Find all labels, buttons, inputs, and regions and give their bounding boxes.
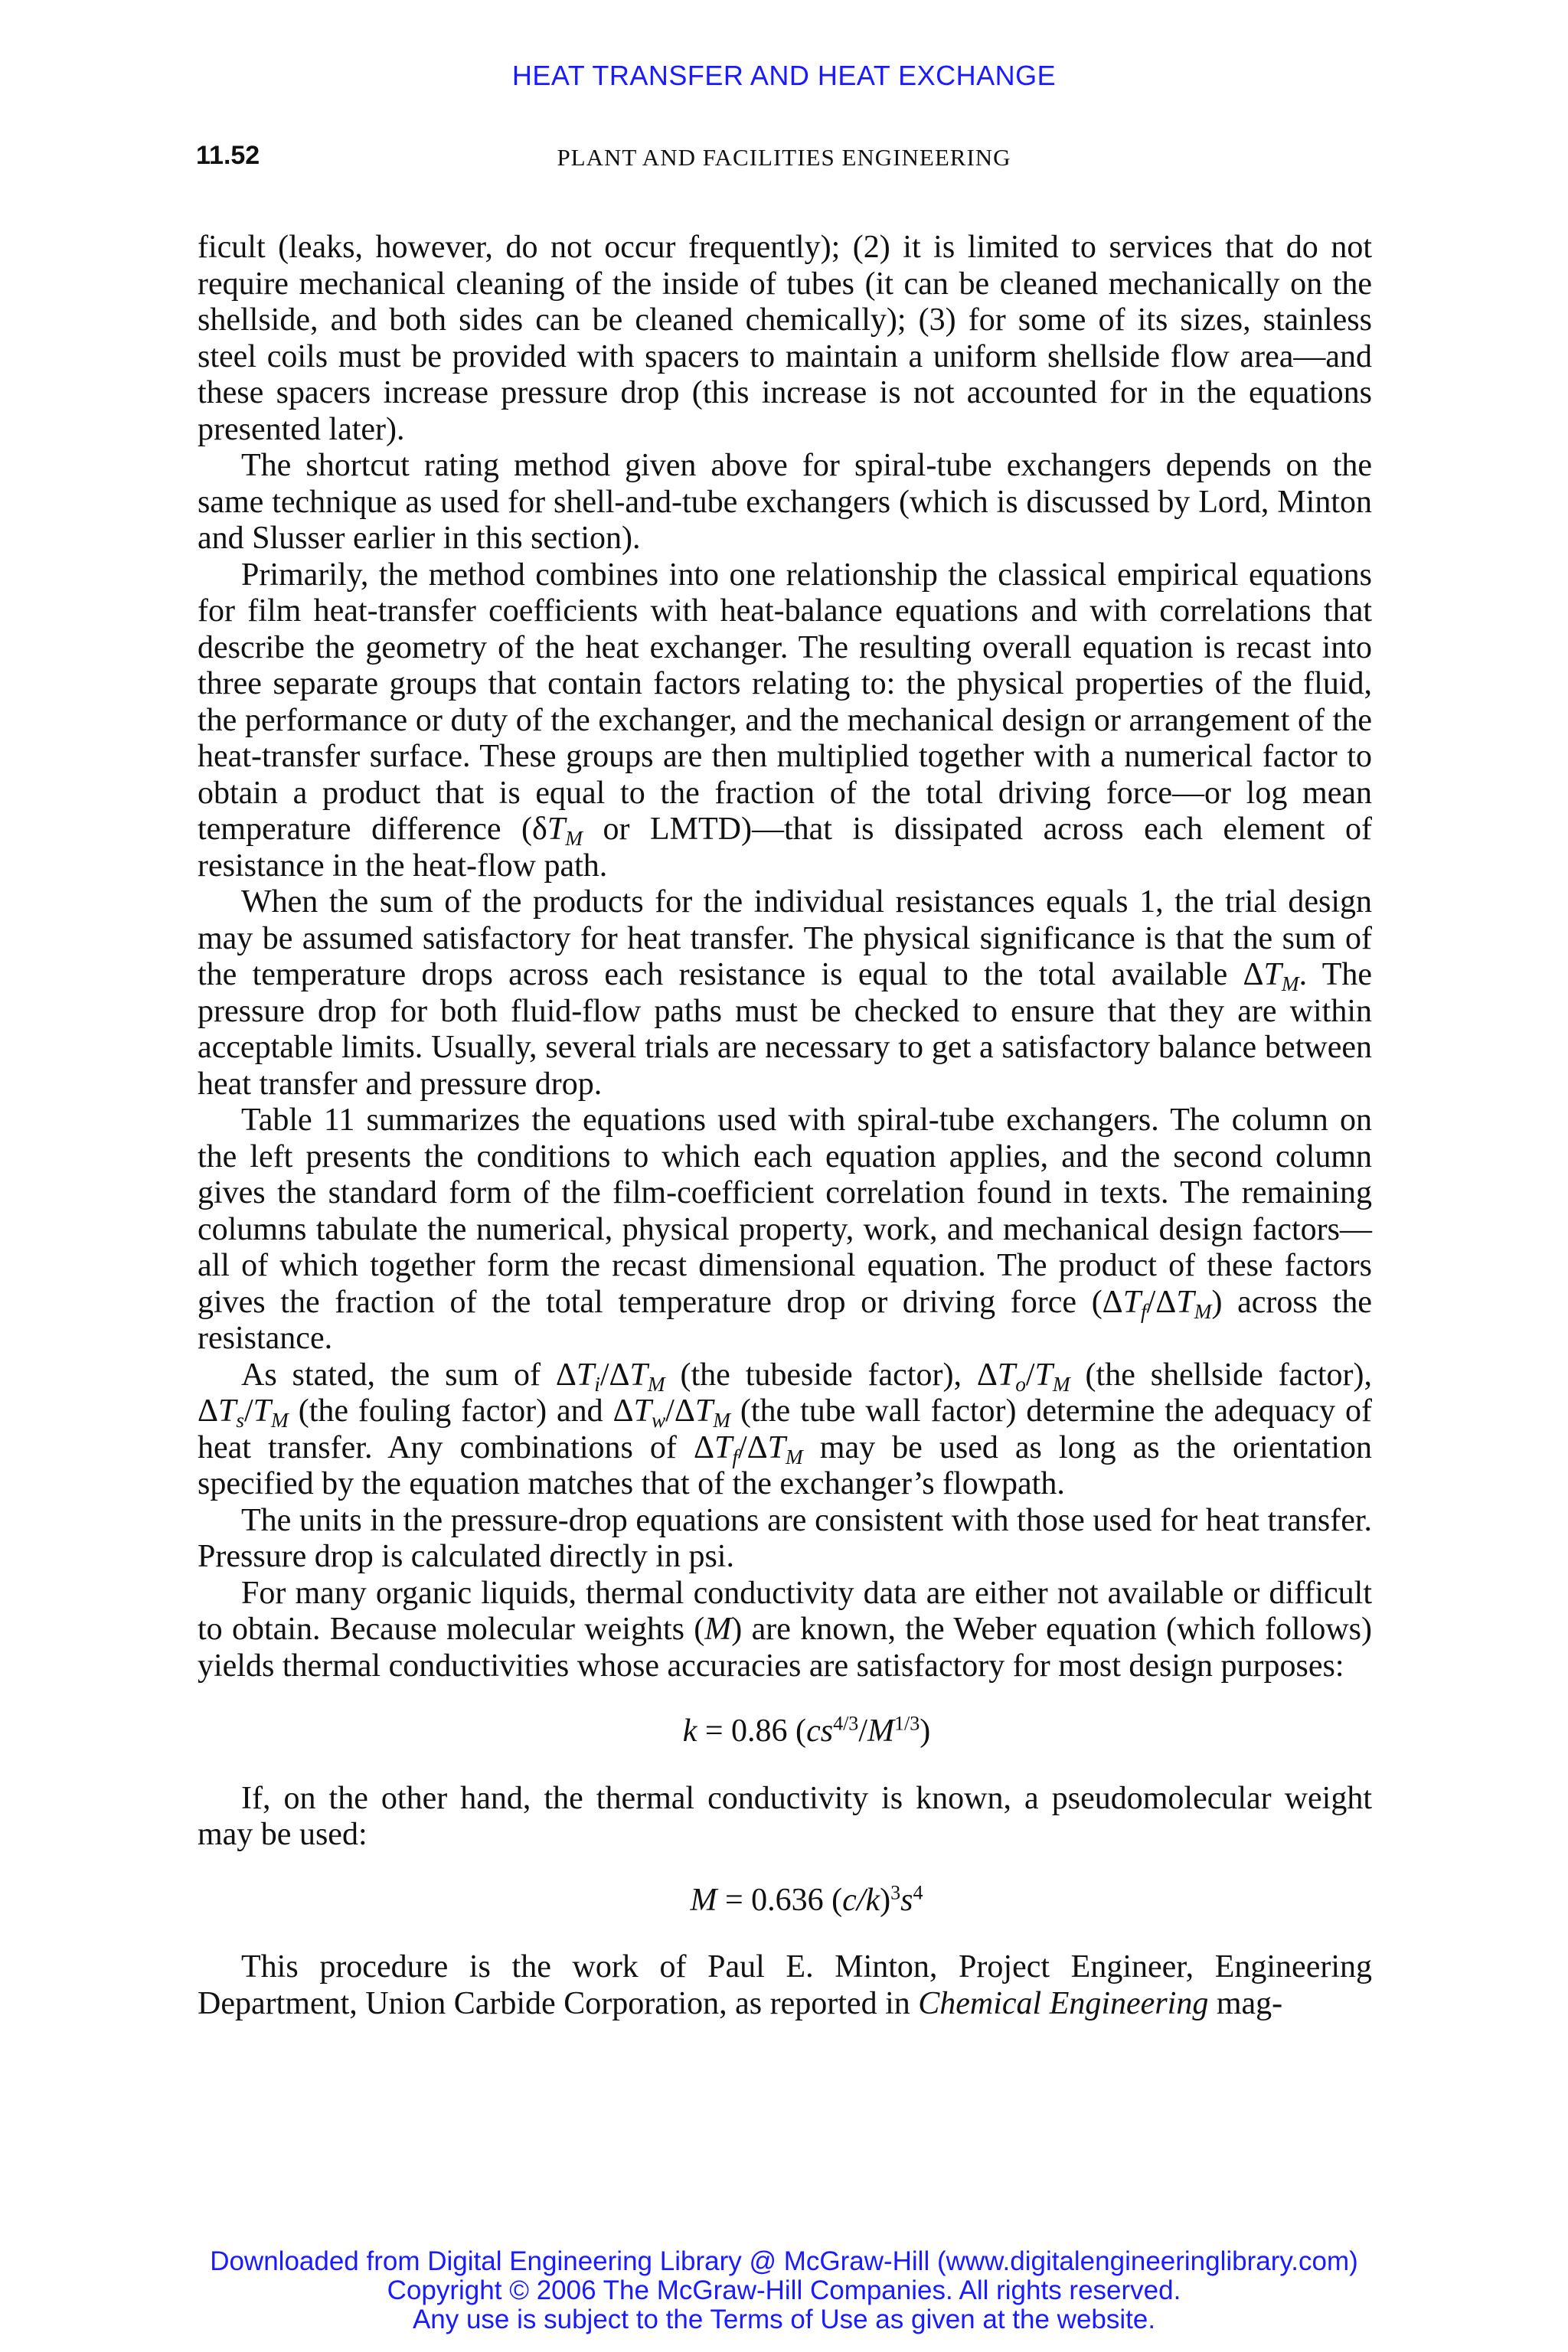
- equation-pseudo-s: s: [900, 1882, 913, 1918]
- symbol-T: T: [694, 1393, 714, 1429]
- symbol-T: T: [576, 1357, 595, 1393]
- equation-weber: [198, 1713, 1372, 1750]
- slash: /: [1025, 1357, 1035, 1393]
- symbol-T: T: [633, 1393, 652, 1429]
- slash-delta: /Δ: [737, 1429, 768, 1465]
- subscript-M: M: [271, 1409, 289, 1432]
- equation-weber-exponent-2: 1/3: [894, 1712, 920, 1735]
- symbol-T: T: [1034, 1357, 1053, 1393]
- paragraph-6-text-f: may be used as long as the orientation specified by the equation matches that of the exchanger’s flowpath.: [198, 1429, 1373, 1501]
- equation-weber-cs: cs: [806, 1713, 834, 1749]
- symbol-T: T: [714, 1429, 733, 1465]
- footer-line-terms[interactable]: Any use is subject to the Terms of Use as given at the website.: [412, 2305, 1156, 2334]
- paragraph-10-text-b: mag-: [1208, 1985, 1283, 2021]
- paragraph-5: [198, 1102, 1372, 1357]
- subscript-M: M: [647, 1372, 665, 1396]
- paragraph-6: [198, 1357, 1372, 1503]
- symbol-T: T: [1263, 957, 1282, 992]
- equation-weber-slash: /: [858, 1713, 867, 1749]
- equation-weber-lhs: k: [682, 1713, 697, 1749]
- subscript-o: o: [1015, 1372, 1026, 1396]
- paragraph-3-text-a: Primarily, the method combines into one relationship the classical empirical equations for film heat-transfer coefficients with heat-balance equations and with correlations that describe the geometry of the heat exchanger. The resulting overall equation is recast into three separate groups that contain factors relating to: the physical properties of the fluid, the performance or duty of the exchanger, and the mechanical design or arrangement of the heat-transfer surface. These groups are then multiplied together with a numerical factor to obtain a product that is equal to the fraction of the total driving force—or log mean temperature difference (δ: [198, 557, 1372, 847]
- paragraph-9: If, on the other hand, the thermal conductivity is known, a pseudomolecular weight may be used:: [198, 1780, 1372, 1852]
- body-text: [198, 230, 1372, 2022]
- paragraph-8: [198, 1576, 1372, 1685]
- slash: /: [244, 1393, 253, 1429]
- equation-pseudo-close: ): [880, 1882, 891, 1918]
- equation-pseudo-lhs: M: [690, 1882, 717, 1918]
- equation-weber-exponent-1: 4/3: [833, 1712, 859, 1735]
- subscript-f: f: [1141, 1299, 1147, 1323]
- subscript-M: M: [713, 1409, 730, 1432]
- subscript-f: f: [732, 1445, 738, 1468]
- paragraph-5-text-a: Table 11 summarizes the equations used with spiral-tube exchangers. The column on the left presents the conditions to which each equation applies, and the second column gives the standard form of the film-coefficient correlation found in texts. The remaining columns tabulate the numerical, physical property, work, and mechanical design factors—all of which together form the recast dimensional equation. The product of these factors gives the fraction of the total temperature drop or driving force (Δ: [198, 1102, 1372, 1320]
- subscript-i: i: [594, 1372, 600, 1396]
- equation-weber-rhs: = 0.86 (: [697, 1713, 807, 1749]
- slash-delta: /Δ: [665, 1393, 695, 1429]
- subscript-M: M: [785, 1445, 803, 1468]
- subscript-M: M: [565, 827, 583, 851]
- journal-title: Chemical Engineering: [918, 1985, 1209, 2021]
- paragraph-6-text-c: (the shellside factor), Δ: [198, 1357, 1373, 1429]
- paragraph-4-text-b: . The pressure drop for both fluid-flow paths must be checked to ensure that they are within acceptable limits. Usually, several trials are necessary to get a satisfactory balance between heat transfer and pressure drop.: [198, 957, 1373, 1102]
- equation-weber-M: M: [867, 1713, 894, 1749]
- paragraph-4: [198, 884, 1372, 1102]
- paragraph-6-text-a: As stated, the sum of Δ: [241, 1357, 577, 1393]
- paragraph-8-text-a: For many organic liquids, thermal conductivity data are either not available or difficult to obtain. Because molecular weights (: [198, 1575, 1372, 1647]
- paragraph-1: ficult (leaks, however, do not occur frequently); (2) it is limited to services that do not require mechanical cleaning of the inside of tubes (it can be cleaned mechanically on the shellside, and both sides can be cleaned chemically); (3) for some of its sizes, stainless steel coils must be provided with spacers to maintain a uniform shellside flow area—and these spacers increase pressure drop (this increase is not accounted for in the equations presented later).: [198, 230, 1372, 447]
- footer-notice: [0, 2247, 1568, 2334]
- subscript-M: M: [1194, 1299, 1212, 1323]
- paragraph-10-text-a: This procedure is the work of Paul E. Minton, Project Engineer, Engineering Department, Union Carbide Corporation, as reported in: [198, 1949, 1372, 2021]
- subscript-w: w: [651, 1409, 666, 1432]
- symbol-T: T: [629, 1357, 648, 1393]
- footer-line-download[interactable]: Downloaded from Digital Engineering Library @ McGraw-Hill (www.digitalengineeringlibrary.com): [210, 2246, 1358, 2276]
- paragraph-6-text-b: (the tubeside factor), Δ: [665, 1357, 998, 1393]
- paragraph-7: The units in the pressure-drop equations are consistent with those used for heat transfer. Pressure drop is calculated directly in psi.: [198, 1502, 1372, 1574]
- subscript-M: M: [1281, 972, 1299, 996]
- paragraph-2: The shortcut rating method given above for spiral-tube exchangers depends on the same technique as used for shell-and-tube exchangers (which is discussed by Lord, Minton and Slusser earlier in this section).: [198, 448, 1372, 556]
- footer-line-copyright: Copyright © 2006 The McGraw-Hill Companies. All rights reserved.: [387, 2275, 1181, 2305]
- running-head: PLANT AND FACILITIES ENGINEERING: [557, 144, 1011, 171]
- equation-pseudo-ck: c/k: [842, 1882, 880, 1918]
- paragraph-3-text-b: or LMTD)—that is dissipated across each element of resistance in the heat-flow path.: [198, 812, 1372, 884]
- subscript-s: s: [236, 1409, 244, 1432]
- paragraph-8-text-b: ) are known, the Weber equation (which follows) yields thermal conductivities whose accuracies are satisfactory for most design purposes:: [198, 1612, 1372, 1684]
- symbol-T: T: [767, 1429, 786, 1465]
- equation-pseudo-exponent-1: 3: [890, 1881, 901, 1904]
- slash-delta: /Δ: [599, 1357, 630, 1393]
- paragraph-3: [198, 557, 1372, 885]
- symbol-T: T: [218, 1393, 237, 1429]
- paragraph-6-text-d: (the fouling factor) and Δ: [288, 1393, 634, 1429]
- symbol-M: M: [704, 1612, 732, 1647]
- top-banner-title: HEAT TRANSFER AND HEAT EXCHANGE: [511, 60, 1057, 91]
- paragraph-5-text-b: ) across the resistance.: [198, 1284, 1372, 1356]
- symbol-T: T: [1176, 1284, 1194, 1320]
- symbol-T: T: [253, 1393, 272, 1429]
- paragraph-10: [198, 1949, 1372, 2022]
- symbol-T: T: [997, 1357, 1016, 1393]
- equation-pseudo-exponent-2: 4: [913, 1881, 923, 1904]
- symbol-T: T: [1122, 1284, 1142, 1320]
- page-number: 11.52: [196, 141, 260, 170]
- slash-delta: /Δ: [1146, 1284, 1177, 1320]
- equation-pseudomolecular: [198, 1883, 1372, 1919]
- paragraph-4-text-a: When the sum of the products for the individual resistances equals 1, the trial design may be assumed satisfactory for heat transfer. The physical significance is that the sum of the temperature drops across each resistance is equal to the total available Δ: [198, 884, 1372, 992]
- paragraph-6-text-e: (the tube wall factor) determine the adequacy of heat transfer. Any combinations of Δ: [198, 1393, 1372, 1465]
- equation-pseudo-rhs: = 0.636 (: [717, 1882, 843, 1918]
- symbol-T: T: [547, 812, 566, 847]
- subscript-M: M: [1052, 1372, 1070, 1396]
- equation-weber-close: ): [920, 1713, 931, 1749]
